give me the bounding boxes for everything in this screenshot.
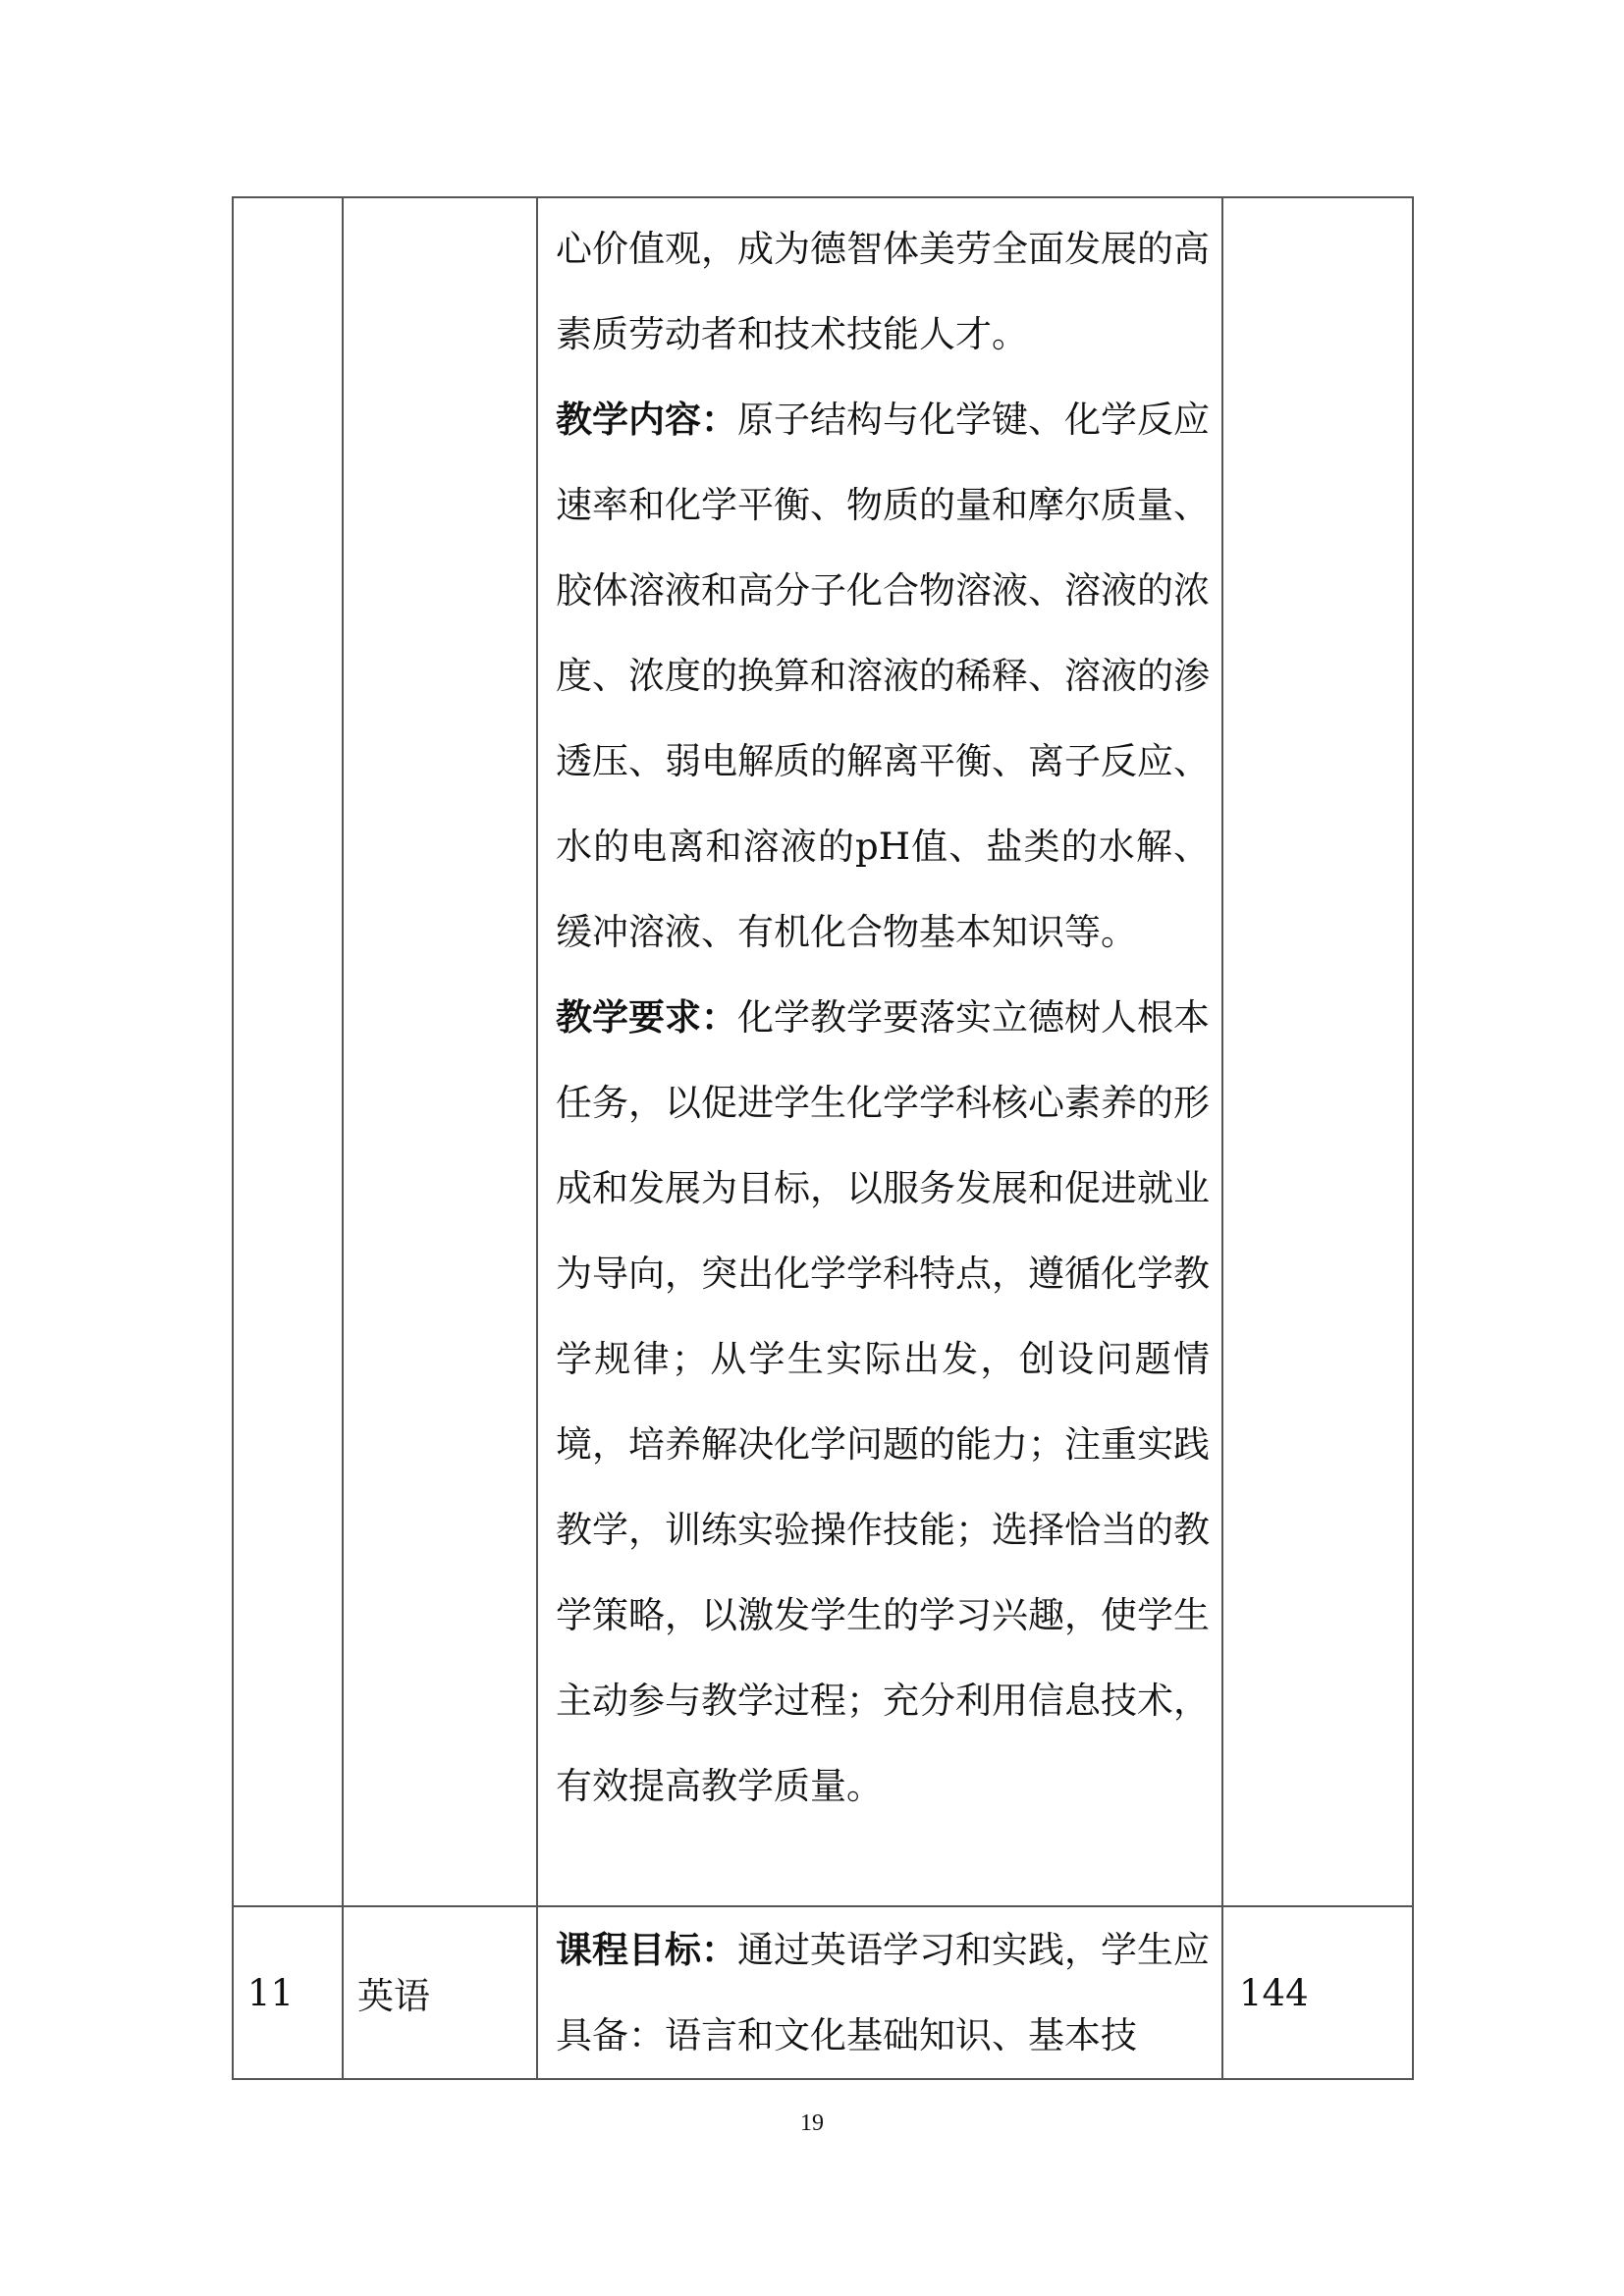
paragraph-text: 原子结构与化学键、化学反应速率和化学平衡、物质的量和摩尔质量、胶体溶液和高分子化合物溶液、溶液的浓度、浓度的换算和溶液的稀释、溶液的渗透压、弱电解质的解离平衡、离子反应、水的电离和溶液的pH值、盐类的水解、缓冲溶液、有机化合物基本知识等。 [556,399,1210,953]
page-number: 19 [800,2110,824,2136]
description-paragraph [556,377,1210,975]
curriculum-table [232,196,1414,2080]
hours-cell-empty [1222,197,1413,1906]
paragraph-label: 教学内容： [556,399,737,441]
description-paragraph [556,206,1210,377]
row-number: 11 [233,1906,343,2079]
table-row-continued [233,197,1413,1906]
description-paragraph [556,975,1210,1829]
course-cell-empty [343,197,537,1906]
paragraph-label: 教学要求： [556,996,737,1039]
paragraph-text: 化学教学要落实立德树人根本任务，以促进学生化学学科核心素养的形成和发展为目标，以服务发展和促进就业为导向，突出化学学科特点，遵循化学教学规律；从学生实际出发，创设问题情境，培养解决化学问题的能力；注重实践教学，训练实验操作技能；选择恰当的教学策略，以激发学生的学习兴趣，使学生主动参与教学过程；充分利用信息技术，有效提高教学质量。 [556,996,1210,1807]
paragraph-text: 心价值观，成为德智体美劳全面发展的高素质劳动者和技术技能人才。 [556,228,1210,355]
english-course-goal [538,1907,1221,2078]
goal-label: 课程目标： [556,1929,737,1971]
table-row-english [233,1906,1413,2079]
course-description [538,198,1221,1829]
course-hours: 144 [1222,1906,1413,2079]
course-name: 英语 [343,1906,537,2079]
content-cell [537,197,1222,1906]
english-content-cell [537,1906,1222,2079]
number-cell-empty [233,197,343,1906]
goal-text: 通过英语学习和实践，学生应具备：语言和文化基础知识、基本技 [556,1929,1210,2056]
